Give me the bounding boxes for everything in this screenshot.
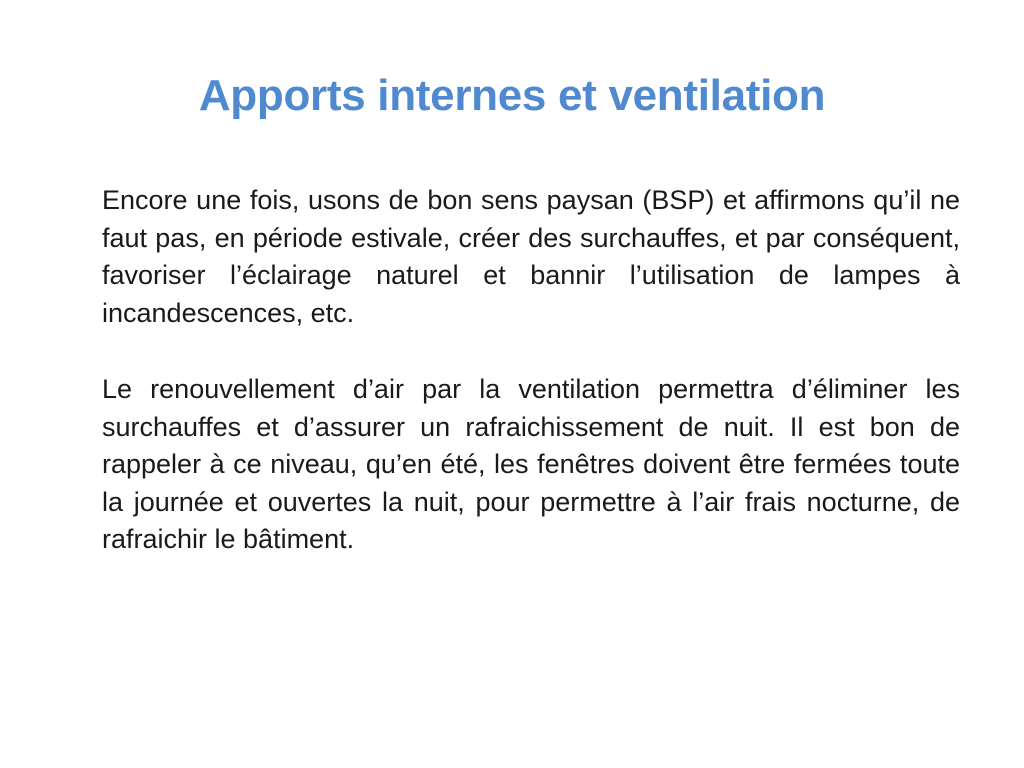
paragraph-2: Le renouvellement d’air par la ventilation permettra d’éliminer les surchauffes et d’assurer un rafraichissement de nuit. Il est bon de rappeler à ce niveau, qu’en été, les fenêtres doivent être fermées toute la journée et ouvertes la nuit, pour permettre à l’air frais nocturne, de rafraichir le bâtiment. [102,374,960,554]
slide-body [102,182,960,559]
paragraph-1: Encore une fois, usons de bon sens paysan (BSP) et affirmons qu’il ne faut pas, en période estivale, créer des surchauffes, et par conséquent, favoriser l’éclairage naturel et bannir l’utilisation de lampes à incandescences, etc. [102,185,960,328]
slide-title: Apports internes et ventilation [198,71,826,120]
